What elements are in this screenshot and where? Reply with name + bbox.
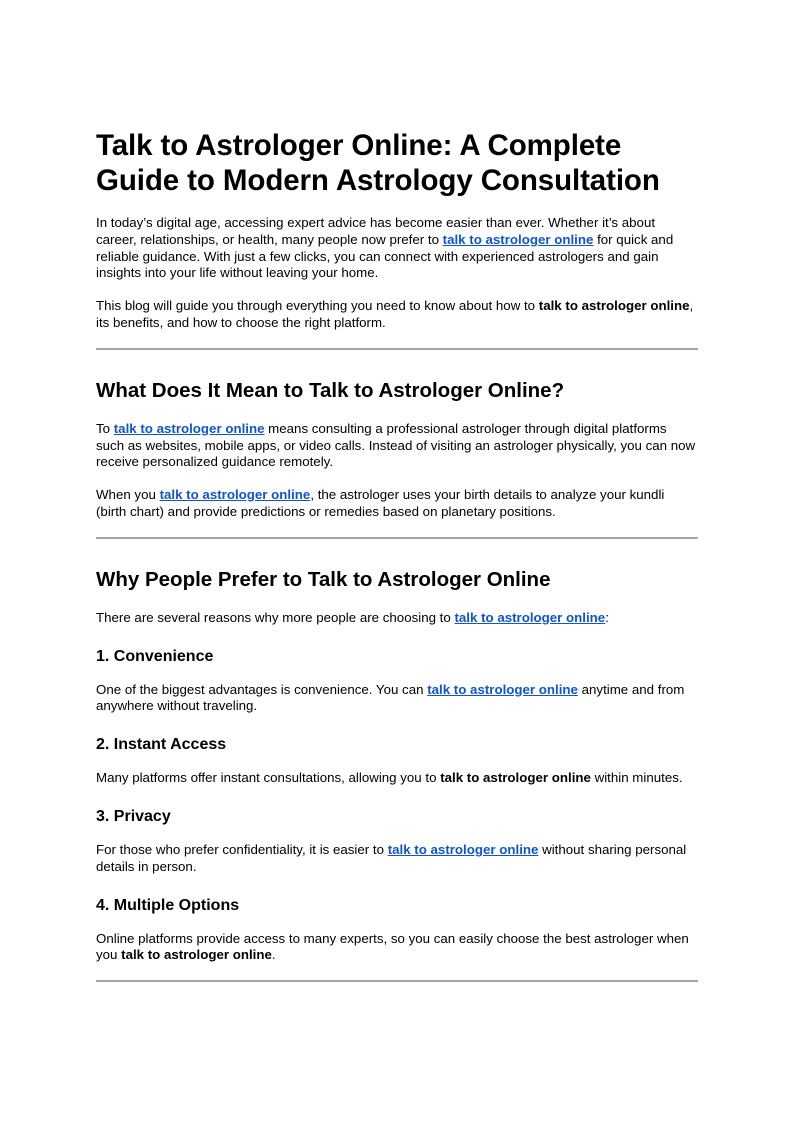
text-span: There are several reasons why more people are choosing to	[96, 609, 455, 625]
intro-paragraph-1	[96, 215, 698, 282]
talk-to-astrologer-link[interactable]: talk to astrologer online	[454, 609, 606, 625]
document-page	[96, 128, 698, 982]
text-span: anytime and from anywhere without traveling.	[96, 681, 685, 714]
talk-to-astrologer-link[interactable]: talk to astrologer online	[442, 231, 594, 247]
talk-to-astrologer-link[interactable]: talk to astrologer online	[427, 681, 578, 697]
text-span: :	[605, 609, 609, 625]
text-span: To	[96, 420, 114, 436]
why-intro-paragraph	[96, 610, 698, 627]
talk-to-astrologer-link[interactable]: talk to astrologer online	[113, 420, 265, 436]
talk-to-astrologer-link[interactable]: talk to astrologer online	[159, 487, 311, 503]
multiple-options-paragraph	[96, 931, 698, 965]
privacy-paragraph	[96, 842, 698, 876]
intro-paragraph-2	[96, 298, 698, 332]
text-span: In today’s digital age, accessing expert advice has become easier than ever. Whether it’s about career, relationships, or health, many people now prefer to	[96, 215, 656, 247]
meaning-paragraph-1	[96, 421, 698, 471]
section-heading-meaning: What Does It Mean to Talk to Astrologer Online?	[96, 378, 565, 402]
bold-keyword: talk to astrologer online	[440, 770, 591, 786]
text-span: .	[271, 947, 276, 963]
text-span: means consulting a professional astrologer through digital platforms such as websites, mobile apps, or video calls. Instead of visiting an astrologer physically, you can now receive personalized guidance remotely.	[96, 420, 696, 470]
subheading-instant-access: 2. Instant Access	[96, 736, 227, 754]
page-title: Talk to Astrologer Online: A Complete Guide to Modern Astrology Consultation	[96, 129, 660, 197]
text-span: without sharing personal details in person.	[96, 841, 687, 874]
section-divider	[96, 537, 698, 539]
text-span: within minutes.	[590, 770, 683, 786]
text-span: For those who prefer confidentiality, it is easier to	[96, 841, 388, 857]
subheading-multiple-options: 4. Multiple Options	[96, 896, 240, 914]
meaning-paragraph-2	[96, 487, 698, 521]
text-span: Many platforms offer instant consultations, allowing you to	[96, 770, 441, 786]
bold-keyword: talk to astrologer online	[121, 947, 272, 963]
text-span: for quick and reliable guidance. With just a few clicks, you can connect with experienced astrologers and gain insights into your life without leaving your home.	[96, 231, 674, 281]
subheading-privacy: 3. Privacy	[96, 807, 171, 825]
text-span: This blog will guide you through everything you need to know about how to	[96, 298, 539, 314]
text-span: , its benefits, and how to choose the right platform.	[96, 298, 694, 330]
subheading-convenience: 1. Convenience	[96, 647, 214, 665]
bold-keyword: talk to astrologer online	[538, 298, 690, 314]
instant-access-paragraph	[96, 770, 698, 787]
section-heading-why: Why People Prefer to Talk to Astrologer Online	[96, 567, 551, 591]
text-span: Online platforms provide access to many experts, so you can easily choose the best astrologer when you	[96, 930, 689, 963]
talk-to-astrologer-link[interactable]: talk to astrologer online	[387, 841, 539, 857]
convenience-paragraph	[96, 682, 698, 716]
section-divider	[96, 980, 698, 982]
text-span: When you	[96, 487, 160, 503]
text-span: , the astrologer uses your birth details to analyze your kundli (birth chart) and provide predictions or remedies based on planetary positions.	[96, 487, 665, 519]
text-span: One of the biggest advantages is convenience. You can	[96, 681, 428, 697]
section-divider	[96, 348, 698, 350]
